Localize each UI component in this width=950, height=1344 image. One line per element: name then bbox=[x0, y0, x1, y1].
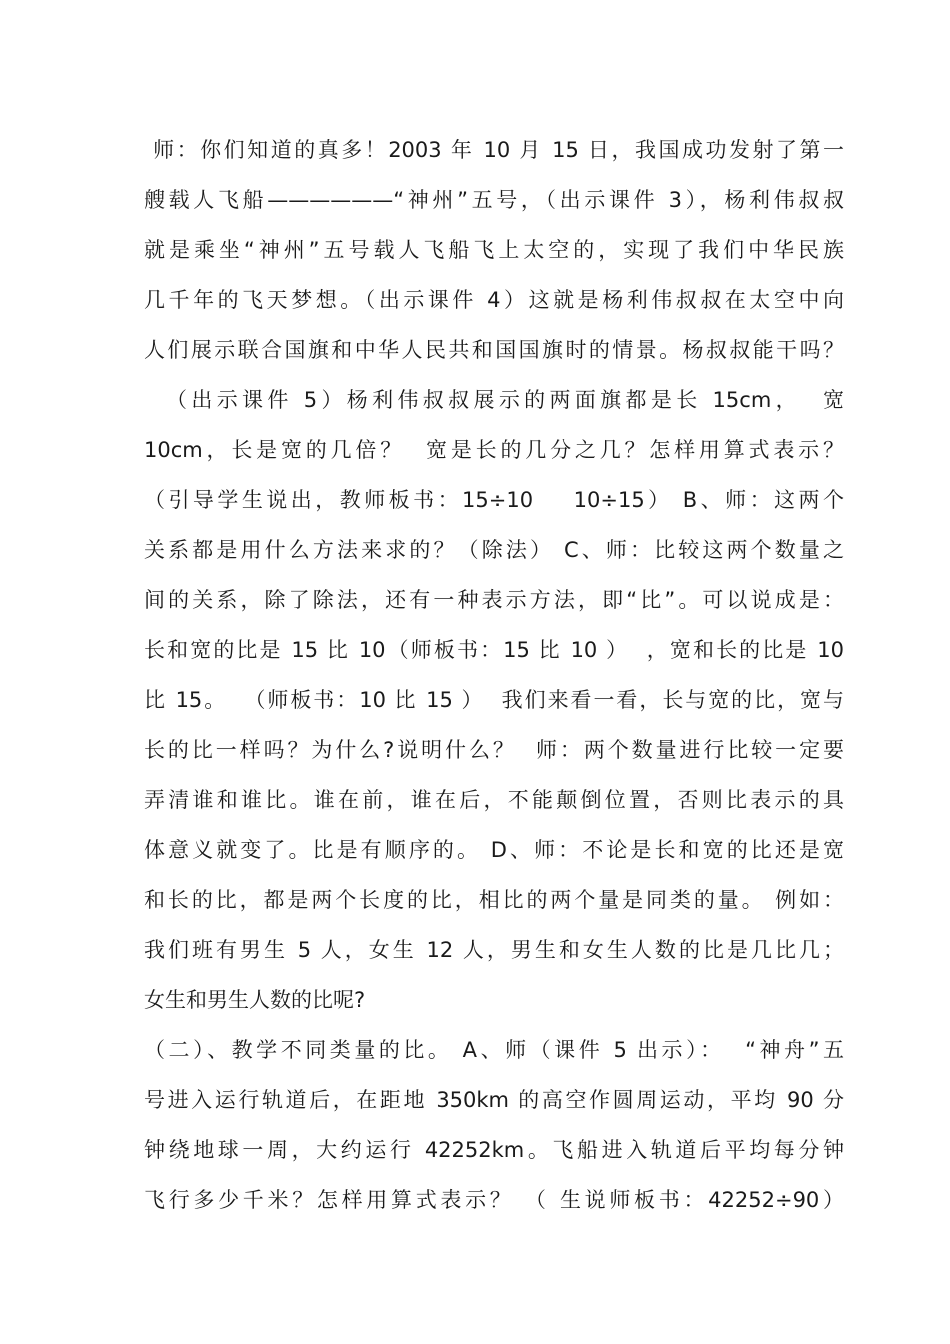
text-line: 长和宽的比是 15 比 10（师板书：15 比 10 ） ，宽和长的比是 10 bbox=[144, 638, 844, 662]
text-line: 弄清谁和谁比。谁在前，谁在后，不能颠倒位置，否则比表示的具 bbox=[144, 788, 844, 812]
text-line: 和长的比，都是两个长度的比，相比的两个量是同类的量。 例如： bbox=[144, 888, 844, 912]
text-line: （引导学生说出，教师板书：15÷10 10÷15） B、师：这两个 bbox=[144, 488, 844, 512]
text-line: 师：你们知道的真多！2003 年 10 月 15 日，我国成功发射了第一 bbox=[144, 138, 844, 162]
text-line: 关系都是用什么方法来求的？（除法） C、师：比较这两个数量之 bbox=[144, 538, 844, 562]
text-line: 钟绕地球一周，大约运行 42252km。飞船进入轨道后平均每分钟 bbox=[144, 1138, 844, 1162]
text-line: 就是乘坐“神州”五号载人飞船飞上太空的，实现了我们中华民族 bbox=[144, 238, 844, 262]
text-line: 比 15。 （师板书：10 比 15 ） 我们来看一看，长与宽的比，宽与 bbox=[144, 688, 844, 712]
text-line: 长的比一样吗？为什么?说明什么？ 师：两个数量进行比较一定要 bbox=[144, 738, 844, 762]
text-line: 飞行多少千米？怎样用算式表示？ （ 生说师板书：42252÷90） bbox=[144, 1188, 844, 1212]
text-line: 间的关系，除了除法，还有一种表示方法，即“比”。可以说成是： bbox=[144, 588, 844, 612]
text-line: 10cm，长是宽的几倍？ 宽是长的几分之几？怎样用算式表示？ bbox=[144, 438, 844, 462]
text-line: 几千年的飞天梦想。（出示课件 4）这就是杨利伟叔叔在太空中向 bbox=[144, 288, 844, 312]
text-line: 号进入运行轨道后，在距地 350km 的高空作圆周运动，平均 90 分 bbox=[144, 1088, 844, 1112]
text-line: 女生和男生人数的比呢? bbox=[144, 988, 366, 1012]
text-line: 人们展示联合国旗和中华人民共和国国旗时的情景。杨叔叔能干吗？ bbox=[144, 338, 844, 362]
text-line: 我们班有男生 5 人，女生 12 人，男生和女生人数的比是几比几； bbox=[144, 938, 844, 962]
text-line: 体意义就变了。比是有顺序的。 D、师：不论是长和宽的比还是宽 bbox=[144, 838, 844, 862]
text-line: 艘载人飞船——————“神州”五号，（出示课件 3），杨利伟叔叔 bbox=[144, 188, 844, 212]
text-line: （二）、教学不同类量的比。 A、师（课件 5 出示）： “神舟”五 bbox=[144, 1038, 844, 1062]
text-line: （出示课件 5）杨利伟叔叔展示的两面旗都是长 15cm， 宽 bbox=[144, 388, 844, 412]
